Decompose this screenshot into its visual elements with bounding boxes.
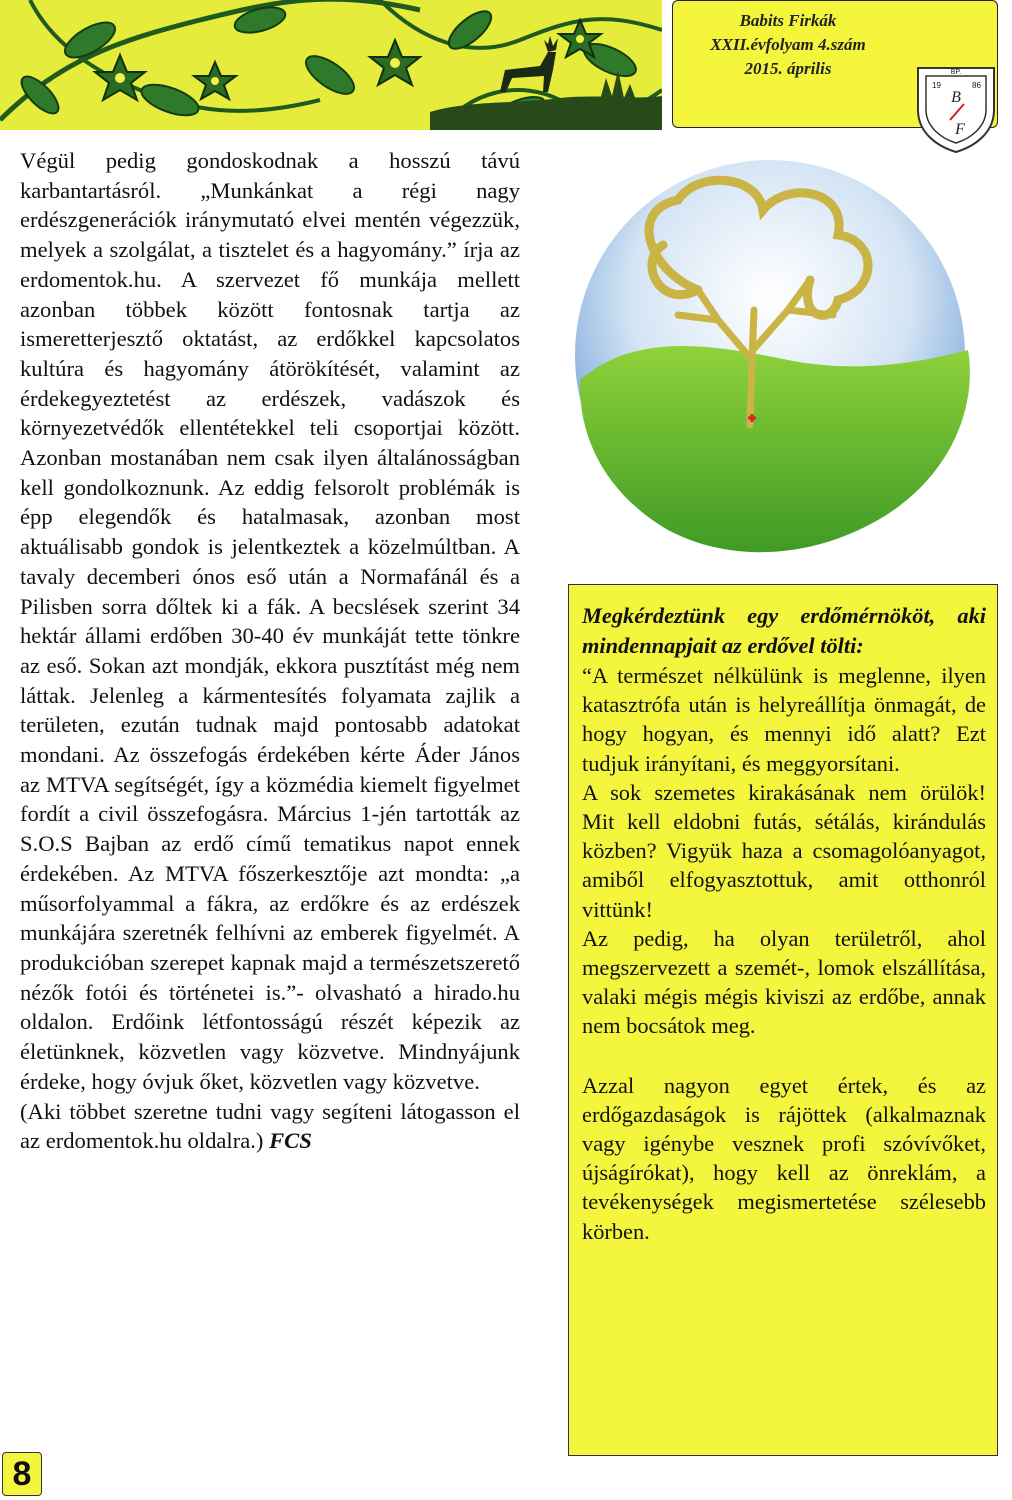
- interview-paragraph: Azzal nagyon egyet értek, és az erdőgazdaságok is rájöttek (alkalmaznak vagy igénybe vesznek profi szóvívőket, újságírókat), hogy kell az önreklám, a tevékenységek megismertetése szélesebb körben.: [582, 1072, 986, 1244]
- article-closing: [20, 1097, 520, 1156]
- floral-deer-illustration: [0, 0, 662, 130]
- volume-issue: XXII.évfolyam 4.szám: [710, 35, 866, 54]
- article-body: [20, 146, 520, 1156]
- svg-text:BP.: BP.: [950, 69, 962, 76]
- paragraph-gap: [582, 1041, 986, 1071]
- header-banner: [0, 0, 662, 130]
- svg-text:19: 19: [932, 81, 941, 90]
- interview-title: Megkérdeztünk egy erdőmérnököt, aki mindennapjait az erdővel tölti:: [582, 603, 986, 658]
- interview-box: [568, 584, 998, 1456]
- article-paragraph: Végül pedig gondoskodnak a hosszú távú karbantartásról. „Munkánkat a régi nagy erdészgenerációk iránymutató elvei mentén végezzük, melyek a szolgálat, a tisztelet és a hagyomány.” írja az erdomentok.hu. A szervezet fő munkája mellett azonban többek között fontosnak tartja az ismeretterjesztő oktatást, az erdőkkel kapcsolatos kultúra és hagyomány átörökítését, valamint az érdekegyeztetést az erdészek, vadászok és környezetvédők ellentétekkel teli csoportjai között. Azonban mostanában nem csak ilyen általánosságban kell gondolkoznunk. Az eddig felsorolt problémák is épp elegendők és hatalmasak, azonban most aktuálisabb gondok is jelentkeztek a közelmúltban. A tavaly decemberi ónos eső után a Normafánál és a Pilisben sorra dőltek ki a fák. A becslések szerint 34 hektár állami erdőben 30-40 év munkáját tette tönkre az eső. Sokan azt mondják, ekkora pusztítást még nem láttak. Jelenleg a kármentesítés folyamata zajlik a területen, ezután tudnak majd pontosabb adatokat mondani. Az összefogás érdekében kérte Áder János az MTVA segítségét, így a közmédia kiemelt figyelmet fordít a civil összefogásra. Március 1-jén tartották az S.O.S Bajban az erdő című tematikus napot ennek érdekében. Az MTVA főszerkesztője azt mondta: „a műsorfolyammal a fákra, az erdőkre és az erdészek munkájára szeretnék felhívni az emberek figyelmét. A produkcióban szerepet kapnak majd a természetszerető nézők fotói és történetei is.”- olvasható a hirado.hu oldalon. Erdőink létfontosságú részét képezik az életünknek, közvetlen vagy közvetve. Mindnyájunk érdeke, hogy óvjuk őket, közvetlen vagy közvetve.: [20, 148, 520, 1094]
- interview-paragraph: A sok szemetes kirakásának nem örülök! Mit kell eldobni futás, sétálás, kirándulás közben? Vigyük haza a csomagolóanyagot, amiből elfogyasztottuk, amit otthonról vittünk!: [582, 779, 986, 922]
- school-seal-logo: [908, 58, 1004, 154]
- svg-text:F: F: [955, 121, 965, 138]
- svg-text:B: B: [951, 89, 961, 106]
- author-signature: FCS: [269, 1128, 312, 1154]
- closing-note: (Aki többet szeretne tudni vagy segíteni látogasson el az erdomentok.hu oldalra.): [20, 1098, 520, 1154]
- interview-paragraph: “A természet nélkülünk is meglenne, ilyen katasztrófa után is helyreállítja önmagát, de hogy hogyan, és mennyi idő alatt? Ezt tudjuk irányítani, és meggyorsítani.: [582, 663, 986, 776]
- tree-on-hill-illustration: [548, 150, 998, 580]
- magazine-title: Babits Firkák: [739, 11, 837, 30]
- interview-paragraph: Az pedig, ha olyan területről, ahol megszervezett a szemét-, lomok elszállítása, valaki mégis mégis kiviszi az erdőbe, annak nem bocsátok meg.: [582, 925, 986, 1039]
- issue-date: 2015. április: [744, 59, 832, 78]
- page-number: 8: [2, 1452, 42, 1496]
- svg-text:86: 86: [972, 81, 981, 90]
